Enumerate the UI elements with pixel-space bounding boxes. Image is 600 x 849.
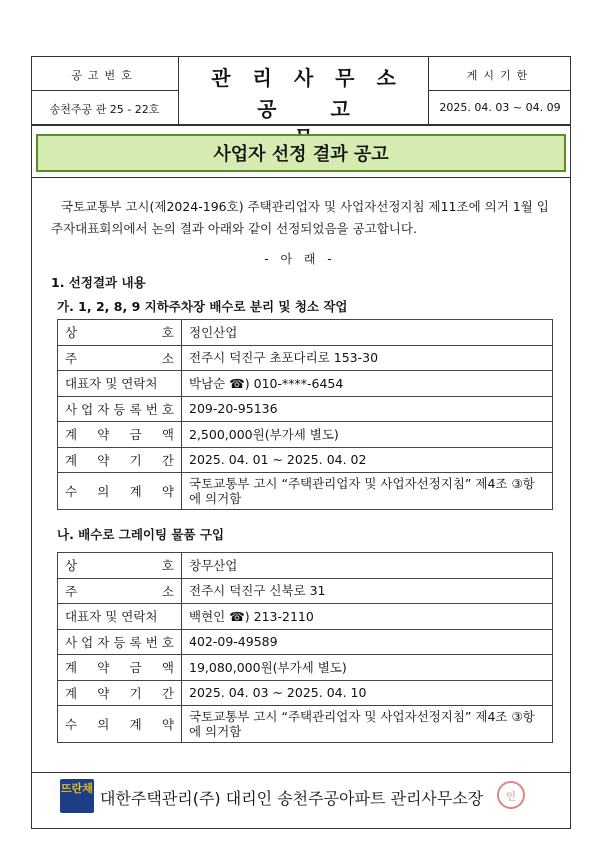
- method-label: 수 의 계 약: [65, 717, 174, 732]
- address-value: 전주시 덕진구 초포다리로 153-30: [182, 345, 553, 371]
- amount-value: 2,500,000원(부가세 별도): [182, 422, 553, 448]
- notice-number: 송천주공 관 25 - 22호: [49, 103, 160, 116]
- company-label: 상 호: [65, 325, 174, 341]
- office-title: 관리사무소: [211, 66, 418, 90]
- regno-value: 402-09-49589: [182, 629, 553, 655]
- rep-value: 박남순 ☎) 010-****-6454: [182, 371, 553, 397]
- table-row: [58, 422, 553, 448]
- address-label: 주 소: [65, 350, 174, 366]
- rep-label: 대표자 및 연락처: [58, 604, 182, 630]
- contract-b-heading: 나. 배수로 그레이팅 물품 구입: [57, 527, 225, 542]
- regno-label: 사 업 자 등 록 번 호: [65, 634, 174, 650]
- table-row: [58, 473, 553, 510]
- section-heading: 1. 선정결과 내용: [51, 275, 146, 290]
- notice-number-label: 공고번호: [71, 69, 138, 82]
- official-seal: 인: [497, 781, 525, 809]
- table-row: [58, 578, 553, 604]
- brand-logo: 뜨란채: [60, 779, 94, 813]
- regno-value: 209-20-95136: [182, 396, 553, 422]
- method-label: 수 의 계 약: [65, 484, 174, 499]
- table-row: [58, 629, 553, 655]
- rep-value: 백현인 ☎) 213-2110: [182, 604, 553, 630]
- term-label: 계 약 기 간: [65, 452, 174, 468]
- table-row: [58, 655, 553, 681]
- table-row: [58, 680, 553, 706]
- term-value: 2025. 04. 01 ~ 2025. 04. 02: [182, 447, 553, 473]
- amount-label: 계 약 금 액: [65, 427, 174, 443]
- method-value: 국토교통부 고시 “주택관리업자 및 사업자선정지침” 제4조 ③항에 의거함: [182, 473, 553, 510]
- address-value: 전주시 덕진구 신북로 31: [182, 578, 553, 604]
- page-title: 사업자 선정 결과 공고: [36, 134, 566, 172]
- table-row: [58, 371, 553, 397]
- contract-a-table: [57, 319, 553, 510]
- company-value: 정인산업: [182, 320, 553, 346]
- method-value: 국토교통부 고시 “주택관리업자 및 사업자선정지침” 제4조 ③항에 의거함: [182, 706, 553, 743]
- period-cell: [429, 56, 571, 124]
- period-label: 게시기한: [466, 69, 534, 82]
- below-marker: - 아 래 -: [264, 252, 336, 266]
- company-value: 창무산업: [182, 553, 553, 579]
- table-row: [58, 604, 553, 630]
- company-label: 상 호: [65, 558, 174, 574]
- regno-label: 사 업 자 등 록 번 호: [65, 401, 174, 417]
- amount-value: 19,080,000원(부가세 별도): [182, 655, 553, 681]
- address-label: 주 소: [65, 583, 174, 599]
- period-value: 2025. 04. 03 ~ 04. 09: [439, 101, 561, 114]
- contract-a-heading: 가. 1, 2, 8, 9 지하주차장 배수로 분리 및 청소 작업: [57, 299, 348, 314]
- table-row: [58, 706, 553, 743]
- table-row: [58, 396, 553, 422]
- amount-label: 계 약 금 액: [65, 660, 174, 676]
- notice-header: [31, 56, 571, 126]
- intro-paragraph: 국토교통부 고시(제2024-196호) 주택관리업자 및 사업자선정지침 제11조에 의거 1월 입주자대표회의에서 논의 결과 아래와 같이 선정되었음을 공고합니다.: [51, 199, 549, 236]
- notice-number-cell: [31, 56, 179, 124]
- rep-label: 대표자 및 연락처: [58, 371, 182, 397]
- contract-b-table: [57, 552, 553, 743]
- notice-title: 공고: [257, 97, 404, 121]
- table-row: [58, 345, 553, 371]
- table-row: [58, 447, 553, 473]
- footer-signature: 대한주택관리(주) 대리인 송천주공아파트 관리사무소장: [100, 789, 484, 808]
- table-row: [58, 320, 553, 346]
- table-row: [58, 553, 553, 579]
- term-label: 계 약 기 간: [65, 685, 174, 701]
- office-cell: [179, 56, 429, 124]
- term-value: 2025. 04. 03 ~ 2025. 04. 10: [182, 680, 553, 706]
